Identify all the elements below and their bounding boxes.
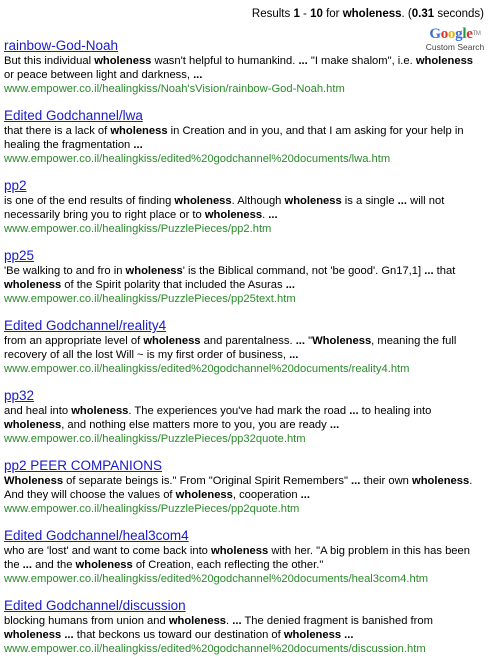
- result-snippet: [4, 54, 486, 82]
- snippet-highlight: wholeness: [4, 419, 62, 431]
- snippet-highlight: ...: [64, 629, 74, 641]
- logo-letter: l: [462, 26, 467, 42]
- results-for: for: [322, 8, 343, 20]
- results-query: wholeness: [342, 8, 402, 20]
- search-result: [4, 248, 456, 306]
- snippet-text: . The experiences you've had mark the road: [128, 405, 350, 417]
- snippet-text: of separate beings is." From "Original Spirit Remembers": [63, 475, 352, 487]
- result-snippet: [4, 474, 486, 502]
- search-result: [4, 178, 445, 236]
- snippet-highlight: ...: [133, 139, 143, 151]
- snippet-text: blocking humans from union and: [4, 615, 169, 627]
- logo-letter: e: [466, 26, 473, 42]
- result-snippet: [4, 404, 486, 432]
- snippet-text: But this individual: [4, 55, 95, 67]
- result-url: www.empower.co.il/healingkiss/PuzzlePieces/pp32quote.htm: [4, 433, 306, 445]
- snippet-highlight: wholeness: [94, 55, 152, 67]
- snippet-text: or peace between light and darkness,: [4, 69, 194, 81]
- results-summary: [252, 8, 484, 20]
- search-result: [4, 388, 432, 446]
- snippet-highlight: wholeness: [412, 475, 470, 487]
- snippet-highlight: wholeness: [4, 629, 62, 641]
- result-snippet: [4, 544, 486, 572]
- logo-trademark: TM: [472, 31, 481, 37]
- result-title-link[interactable]: pp25: [4, 248, 35, 263]
- snippet-text: The denied fragment is banished from: [241, 615, 433, 627]
- logo-letter: G: [429, 26, 441, 42]
- result-snippet: [4, 124, 486, 152]
- google-logo: [424, 26, 486, 42]
- custom-search-label: Custom Search: [425, 42, 485, 52]
- snippet-highlight: ...: [295, 335, 306, 347]
- logo-letter: o: [447, 26, 456, 42]
- result-title-link[interactable]: Edited Godchannel/lwa: [4, 108, 143, 123]
- snippet-text: who are 'lost' and want to come back into: [4, 545, 212, 557]
- snippet-text: , meaning the full recovery of all the lost Will ~ is my first order of business,: [4, 335, 457, 361]
- result-snippet: [4, 194, 486, 222]
- snippet-highlight: wholeness: [175, 489, 233, 501]
- snippet-text: and the: [32, 559, 76, 571]
- snippet-text: will not necessarily bring you to right place or to: [4, 195, 445, 221]
- snippet-highlight: ...: [232, 615, 242, 627]
- snippet-highlight: ...: [298, 55, 308, 67]
- snippet-text: 'Be walking to and fro in: [4, 265, 126, 277]
- snippet-text: ": [305, 335, 313, 347]
- snippet-text: their own: [360, 475, 412, 487]
- result-title-link[interactable]: rainbow-God-Noah: [4, 38, 119, 53]
- result-title-link[interactable]: pp2 PEER COMPANIONS: [4, 458, 163, 473]
- snippet-highlight: ...: [351, 475, 361, 487]
- snippet-text: .: [226, 615, 233, 627]
- snippet-text: . Although: [231, 195, 285, 207]
- snippet-highlight: ...: [193, 69, 203, 81]
- snippet-text: that beckons us toward our destination of: [73, 629, 284, 641]
- snippet-text: , and nothing else matters more to you, you are ready: [61, 419, 330, 431]
- result-title-link[interactable]: Edited Godchannel/reality4: [4, 318, 167, 333]
- snippet-text: and heal into: [4, 405, 72, 417]
- snippet-text: wasn't helpful to humankind.: [151, 55, 299, 67]
- snippet-text: is one of the end results of finding: [4, 195, 175, 207]
- snippet-highlight: ...: [289, 349, 299, 361]
- snippet-highlight: ...: [344, 629, 354, 641]
- snippet-highlight: ...: [268, 209, 278, 221]
- result-url: www.empower.co.il/healingkiss/edited%20godchannel%20documents/discussion.htm: [4, 643, 426, 655]
- search-result: [4, 318, 457, 376]
- results-time: 0.31: [411, 8, 435, 20]
- snippet-text: ' is the Biblical command, not 'be good'. Gn17,1]: [182, 265, 425, 277]
- results-start: 1: [293, 8, 300, 20]
- snippet-highlight: ...: [22, 559, 32, 571]
- search-result: [4, 528, 470, 586]
- result-url: www.empower.co.il/healingkiss/PuzzlePieces/pp2quote.htm: [4, 503, 300, 515]
- snippet-text: that there is a lack of: [4, 125, 111, 137]
- snippet-highlight: Wholeness: [4, 475, 64, 487]
- snippet-highlight: wholeness: [125, 265, 183, 277]
- snippet-highlight: ...: [285, 279, 296, 291]
- snippet-text: . And they will choose the values of: [4, 475, 473, 501]
- snippet-text: of the Spirit polarity that included the Asuras: [61, 279, 286, 291]
- snippet-highlight: wholeness: [168, 615, 227, 627]
- result-url: www.empower.co.il/healingkiss/PuzzlePieces/pp2.htm: [4, 223, 272, 235]
- snippet-highlight: wholeness: [143, 335, 201, 347]
- snippet-text: of Creation, each reflecting the other.": [132, 559, 324, 571]
- snippet-highlight: ...: [397, 195, 407, 207]
- result-url: www.empower.co.il/healingkiss/PuzzlePieces/pp25text.htm: [4, 293, 296, 305]
- results-suffix: seconds): [434, 8, 484, 20]
- snippet-highlight: wholeness: [4, 279, 62, 291]
- result-snippet: [4, 264, 486, 292]
- snippet-text: , cooperation: [232, 489, 301, 501]
- snippet-highlight: wholeness: [211, 545, 269, 557]
- snippet-highlight: wholeness: [283, 629, 342, 641]
- snippet-text: is a single: [341, 195, 398, 207]
- logo-letter: g: [455, 26, 463, 42]
- results-prefix: Results: [251, 8, 294, 20]
- result-snippet: [4, 334, 486, 362]
- snippet-text: from an appropriate level of: [4, 335, 144, 347]
- snippet-highlight: wholeness: [204, 209, 263, 221]
- snippet-highlight: wholeness: [415, 55, 474, 67]
- snippet-text: that: [433, 265, 456, 277]
- result-title-link[interactable]: Edited Godchannel/heal3com4: [4, 528, 189, 543]
- result-title-link[interactable]: pp2: [4, 178, 27, 193]
- result-title-link[interactable]: pp32: [4, 388, 35, 403]
- search-result: [4, 598, 433, 656]
- snippet-highlight: ...: [424, 265, 434, 277]
- result-title-link[interactable]: Edited Godchannel/discussion: [4, 598, 186, 613]
- snippet-highlight: wholeness: [110, 125, 168, 137]
- snippet-text: in Creation and in you, and that I am asking for your help in healing the fragmentation: [4, 125, 464, 151]
- snippet-highlight: Wholeness: [312, 335, 372, 347]
- result-snippet: [4, 614, 486, 642]
- result-url: www.empower.co.il/healingkiss/Noah'sVision/rainbow-God-Noah.htm: [4, 83, 345, 95]
- logo-letter: o: [440, 26, 448, 42]
- snippet-highlight: wholeness: [174, 195, 232, 207]
- snippet-text: and parentalness.: [200, 335, 296, 347]
- search-result: [4, 108, 464, 166]
- snippet-text: "I make shalom", i.e.: [307, 55, 416, 67]
- results-end: 10: [310, 8, 323, 20]
- google-custom-search-logo: [424, 26, 486, 52]
- snippet-highlight: wholeness: [71, 405, 129, 417]
- search-result: [4, 458, 473, 516]
- snippet-highlight: ...: [300, 489, 310, 501]
- result-url: www.empower.co.il/healingkiss/edited%20godchannel%20documents/lwa.htm: [4, 153, 391, 165]
- results-dot: . (: [401, 8, 412, 20]
- result-url: www.empower.co.il/healingkiss/edited%20godchannel%20documents/reality4.htm: [4, 363, 410, 375]
- result-url: www.empower.co.il/healingkiss/edited%20godchannel%20documents/heal3com4.htm: [4, 573, 429, 585]
- snippet-text: with her. "A big problem in this has been the: [4, 545, 470, 571]
- snippet-highlight: ...: [349, 405, 359, 417]
- results-dash: -: [299, 8, 311, 20]
- snippet-text: .: [262, 209, 269, 221]
- snippet-highlight: wholeness: [75, 559, 133, 571]
- snippet-highlight: ...: [329, 419, 340, 431]
- snippet-text: to healing into: [358, 405, 432, 417]
- snippet-highlight: wholeness: [284, 195, 342, 207]
